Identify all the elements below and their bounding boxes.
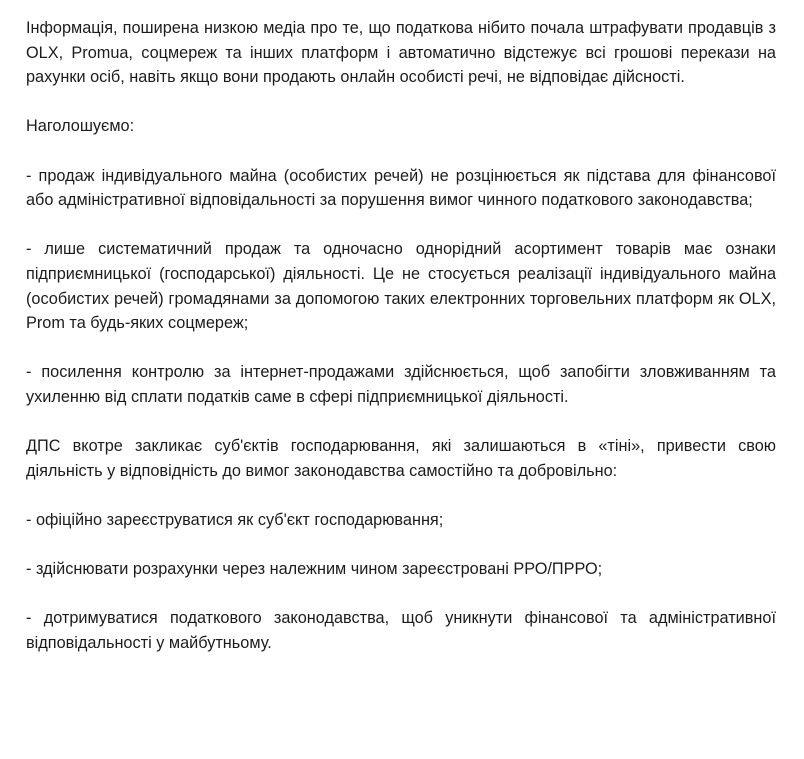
point-paragraph-2: - лише систематичний продаж та одночасно однорідний асортимент товарів має ознаки підприємницької (господарської) діяльності. Це не стосується реалізації індивідуального майна (особистих речей) громадянами за допомогою таких електронних торговельних платформ як OLX, Prom та будь-яких соцмереж; (26, 240, 776, 333)
point-paragraph-1: - продаж індивідуального майна (особистих речей) не розцінюється як підстава для фінансової або адміністративної відповідальності за порушення вимог чинного податкового законодавства; (26, 166, 776, 210)
step-paragraph-1: - офіційно зареєструватися як суб'єкт господарювання; (26, 510, 444, 529)
intro-paragraph: Інформація, поширена низкою медіа про те, що податкова нібито почала штрафувати продавців з OLX, Promua, соцмереж та інших платформ і автоматично відстежує всі грошові перекази на рахунки осіб, навіть якщо вони продають онлайн особисті речі, не відповідає дійсності. (26, 19, 776, 87)
appeal-paragraph: ДПС вкотре закликає суб'єктів господарювання, які залишаються в «тіні», привести свою діяльність у відповідність до вимог законодавства самостійно та добровільно: (26, 437, 776, 480)
step-paragraph-2: - здійснювати розрахунки через належним чином зареєстровані РРО/ПРРО; (26, 560, 603, 579)
emphasis-heading: Наголошуємо: (26, 117, 135, 136)
point-paragraph-3: - посилення контролю за інтернет-продажами здійснюється, щоб запобігти зловживанням та ухиленню від сплати податків саме в сфері підприємницької діяльності. (26, 363, 776, 406)
article-body (26, 16, 776, 655)
step-paragraph-3: - дотримуватися податкового законодавства, щоб уникнути фінансової та адміністративної відповідальності у майбутньому. (26, 609, 776, 652)
